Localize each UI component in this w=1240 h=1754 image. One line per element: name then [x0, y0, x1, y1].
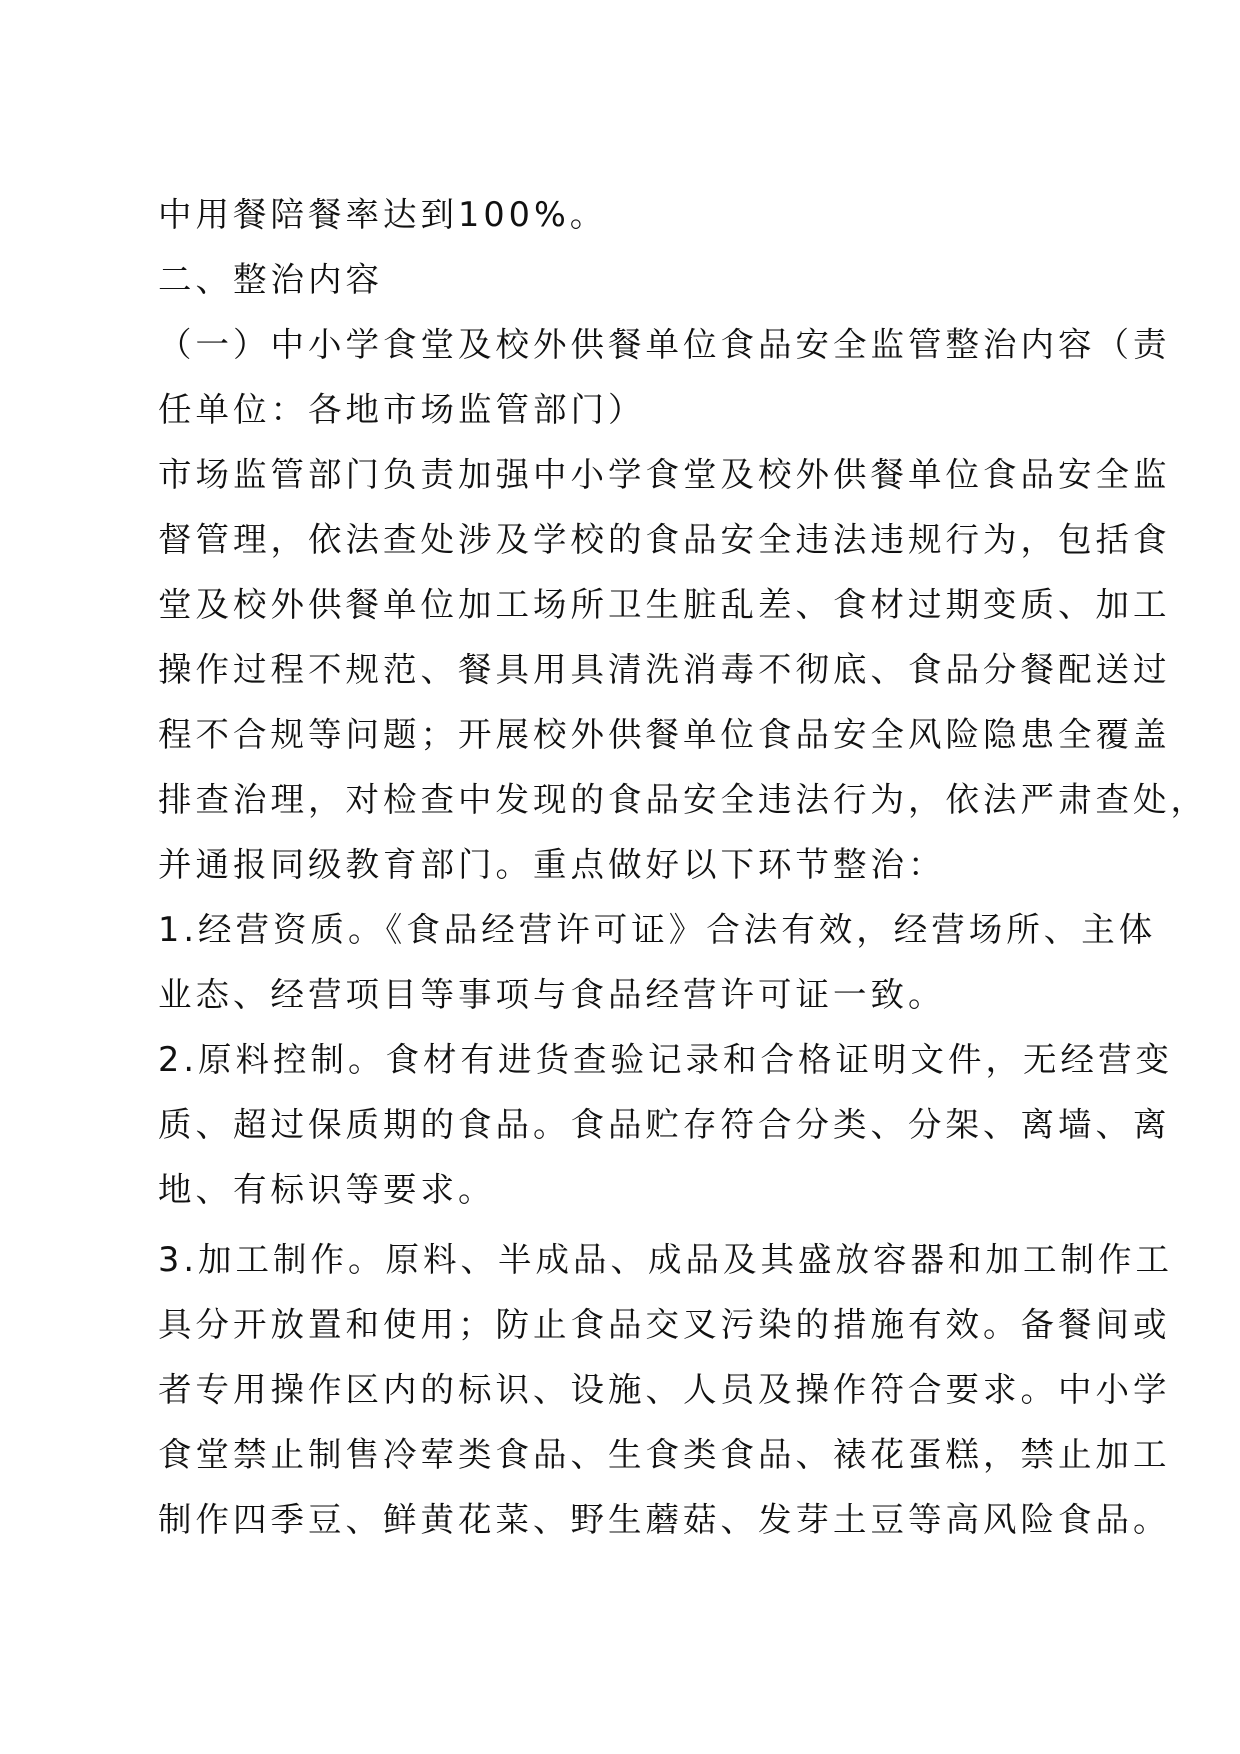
- subsection-heading-line-1: （一）中小学食堂及校外供餐单位食品安全监管整治内容（责: [158, 325, 1171, 364]
- item-3-line-5: 制作四季豆、鲜黄花菜、野生蘑菇、发芽土豆等高风险食品。: [158, 1500, 1171, 1539]
- text-line-1: 中用餐陪餐率达到100%。: [158, 195, 608, 234]
- item-2-line-2: 质、超过保质期的食品。食品贮存符合分类、分架、离墙、离: [158, 1105, 1171, 1144]
- item-2-line-1: 2.原料控制。食材有进货查验记录和合格证明文件，无经营变: [158, 1040, 1173, 1079]
- paragraph-line-1: 市场监管部门负责加强中小学食堂及校外供餐单位食品安全监: [158, 455, 1171, 494]
- paragraph-line-4: 操作过程不规范、餐具用具清洗消毒不彻底、食品分餐配送过: [158, 650, 1171, 689]
- paragraph-line-3: 堂及校外供餐单位加工场所卫生脏乱差、食材过期变质、加工: [158, 585, 1171, 624]
- item-3-line-2: 具分开放置和使用；防止食品交叉污染的措施有效。备餐间或: [158, 1305, 1171, 1344]
- paragraph-line-6: 排查治理，对检查中发现的食品安全违法行为，依法严肃查处，: [158, 780, 1208, 819]
- paragraph-line-7: 并通报同级教育部门。重点做好以下环节整治：: [158, 845, 946, 884]
- subsection-heading-line-2: 任单位：各地市场监管部门）: [158, 390, 646, 429]
- item-2-line-3: 地、有标识等要求。: [158, 1170, 496, 1209]
- section-heading: 二、整治内容: [158, 260, 383, 299]
- item-3-line-4: 食堂禁止制售冷荤类食品、生食类食品、裱花蛋糕，禁止加工: [158, 1435, 1171, 1474]
- item-1-line-1: 1.经营资质。《食品经营许可证》合法有效，经营场所、主体: [158, 910, 1157, 949]
- item-3-line-1: 3.加工制作。原料、半成品、成品及其盛放容器和加工制作工: [158, 1240, 1173, 1279]
- item-1-line-2: 业态、经营项目等事项与食品经营许可证一致。: [158, 975, 946, 1014]
- paragraph-line-2: 督管理，依法查处涉及学校的食品安全违法违规行为，包括食: [158, 520, 1171, 559]
- paragraph-line-5: 程不合规等问题；开展校外供餐单位食品安全风险隐患全覆盖: [158, 715, 1171, 754]
- item-3-line-3: 者专用操作区内的标识、设施、人员及操作符合要求。中小学: [158, 1370, 1171, 1409]
